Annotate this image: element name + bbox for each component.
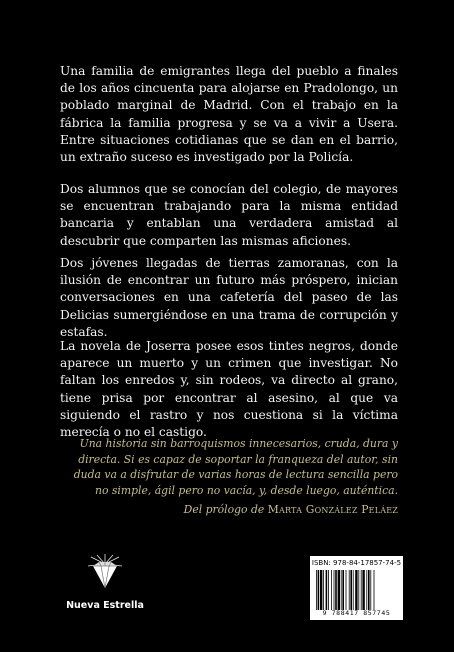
barcode-bar: [323, 570, 324, 610]
isbn-barcode: [310, 556, 403, 620]
barcode-bar: [320, 570, 322, 610]
barcode-digits: 9 788417 857745: [322, 609, 391, 617]
barcode-bar: [366, 570, 367, 610]
barcode-bar: [328, 570, 329, 610]
synopsis-paragraph-1: Una familia de emigrantes llega del pueblo a finales de los años cincuenta para alojarse en Pradolongo, un poblado marginal de Madrid. Con el trabajo en la fábrica la familia progresa y se va a vivir a Usera. Entre situaciones cotidianas que se dan en el barrio, un extraño suceso es investigado por la Policía.: [60, 64, 398, 165]
barcode-bar: [316, 570, 317, 610]
barcode-bar: [334, 570, 335, 610]
barcode-bar: [350, 570, 352, 610]
barcode-bar: [355, 570, 357, 610]
barcode-bar: [368, 570, 370, 610]
quote-credit: [60, 502, 398, 518]
barcode-bar: [346, 570, 347, 610]
barcode-bar: [342, 570, 344, 610]
barcode-bar: [353, 570, 354, 610]
barcode-bar: [331, 570, 332, 610]
barcode-bar: [341, 570, 342, 610]
synopsis-paragraph-3: Dos jóvenes llegadas de tierras zamoranas, con la ilusión de encontrar un futuro más próspero, inician conversaciones en una cafetería del paseo de las Delicias sumergiéndose en una trama de corrupción y estafas.: [60, 256, 398, 339]
quote-credit-prefix: Del prólogo de: [183, 503, 265, 516]
quote-credit-name: Marta González Peláez: [267, 503, 398, 516]
barcode-bar: [362, 570, 364, 610]
barcode-bars: [315, 570, 399, 610]
barcode-bar: [370, 570, 371, 610]
barcode-bar: [358, 570, 359, 610]
prologue-quote: Una historia sin barroquismos innecesarios, cruda, dura y directa. Si es capaz de soportar la franqueza del autor, sin duda va a disfrutar de varias horas de lectura sencilla pero no simple, ágil pero no vacía, y, desde luego, auténtica.: [73, 437, 398, 497]
barcode-bar: [349, 570, 350, 610]
barcode-bar: [361, 570, 362, 610]
publisher-logo: [66, 554, 144, 622]
synopsis-paragraph-2: Dos alumnos que se conocían del colegio, de mayores se encuentran trabajando para la misma entidad bancaria y entablan una verdadera amistad al descubrir que comparten las mismas aficiones.: [60, 182, 398, 248]
barcode-bar: [318, 570, 320, 610]
barcode-bar: [326, 570, 328, 610]
synopsis-paragraph-4: La novela de Joserra posee esos tintes negros, donde aparece un muerto y un crimen que investigar. No faltan los enredos y, sin rodeos, va directo al grano, tiene prisa por encontrar al asesino, al que va siguiendo el rastro y nos cuestiona si la víctima merecía o no el castigo.: [60, 339, 398, 440]
publisher-name: Nueva Estrella: [66, 600, 144, 611]
barcode-bar: [338, 570, 340, 610]
barcode-bar: [374, 570, 375, 610]
isbn-label: ISBN: 978-84-17857-74-5: [311, 559, 402, 567]
diamond-star-logo-icon: [87, 554, 123, 590]
barcode-bar: [335, 570, 337, 610]
